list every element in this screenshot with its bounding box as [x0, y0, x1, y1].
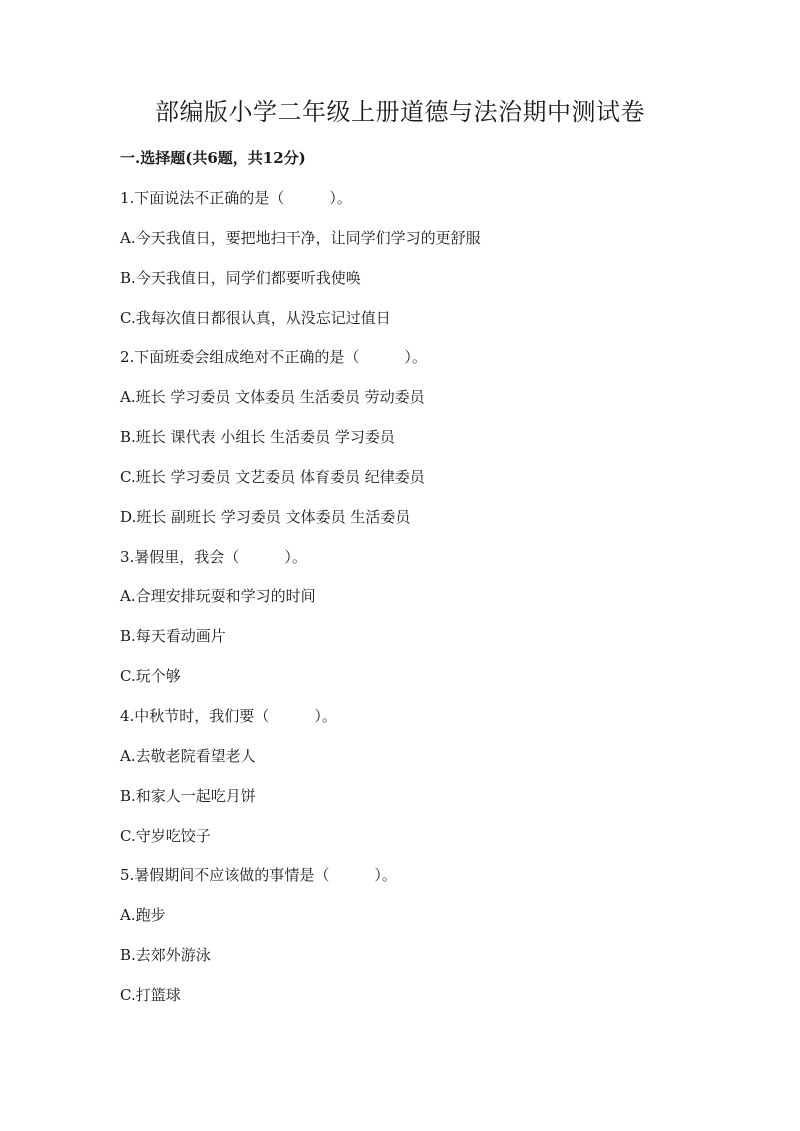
- option-5c: C.打篮球: [120, 985, 181, 1004]
- page-title: 部编版小学二年级上册道德与法治期中测试卷: [155, 98, 645, 126]
- question-stem-2: 2.下面班委会组成绝对不正确的是（ ）。: [120, 348, 427, 367]
- option-4a: A.去敬老院看望老人: [120, 746, 256, 765]
- option-4c: C.守岁吃饺子: [120, 826, 211, 845]
- section-heading: 一.选择题(共6题，共12分): [120, 149, 306, 167]
- option-3a: A.合理安排玩耍和学习的时间: [120, 587, 316, 606]
- question-stem-3: 3.暑假里，我会（ ）。: [120, 547, 307, 566]
- option-5b: B.去郊外游泳: [120, 946, 211, 965]
- option-2a: A.班长 学习委员 文体委员 生活委员 劳动委员: [120, 388, 425, 407]
- option-2c: C.班长 学习委员 文艺委员 体育委员 纪律委员: [120, 467, 425, 486]
- option-5a: A.跑步: [120, 906, 166, 925]
- question-stem-5: 5.暑假期间不应该做的事情是（ ）。: [120, 866, 397, 885]
- option-1a: A.今天我值日，要把地扫干净，让同学们学习的更舒服: [120, 228, 481, 247]
- option-4b: B.和家人一起吃月饼: [120, 786, 256, 805]
- option-3b: B.每天看动画片: [120, 627, 226, 646]
- option-1b: B.今天我值日，同学们都要听我使唤: [120, 268, 361, 287]
- option-1c: C.我每次值日都很认真，从没忘记过值日: [120, 308, 391, 327]
- question-stem-4: 4.中秋节时，我们要（ ）。: [120, 706, 337, 725]
- option-2b: B.班长 课代表 小组长 生活委员 学习委员: [120, 428, 395, 447]
- option-2d: D.班长 副班长 学习委员 文体委员 生活委员: [120, 507, 411, 526]
- option-3c: C.玩个够: [120, 667, 181, 686]
- question-list: [120, 186, 720, 1023]
- question-stem-1: 1.下面说法不正确的是（ ）。: [120, 189, 352, 207]
